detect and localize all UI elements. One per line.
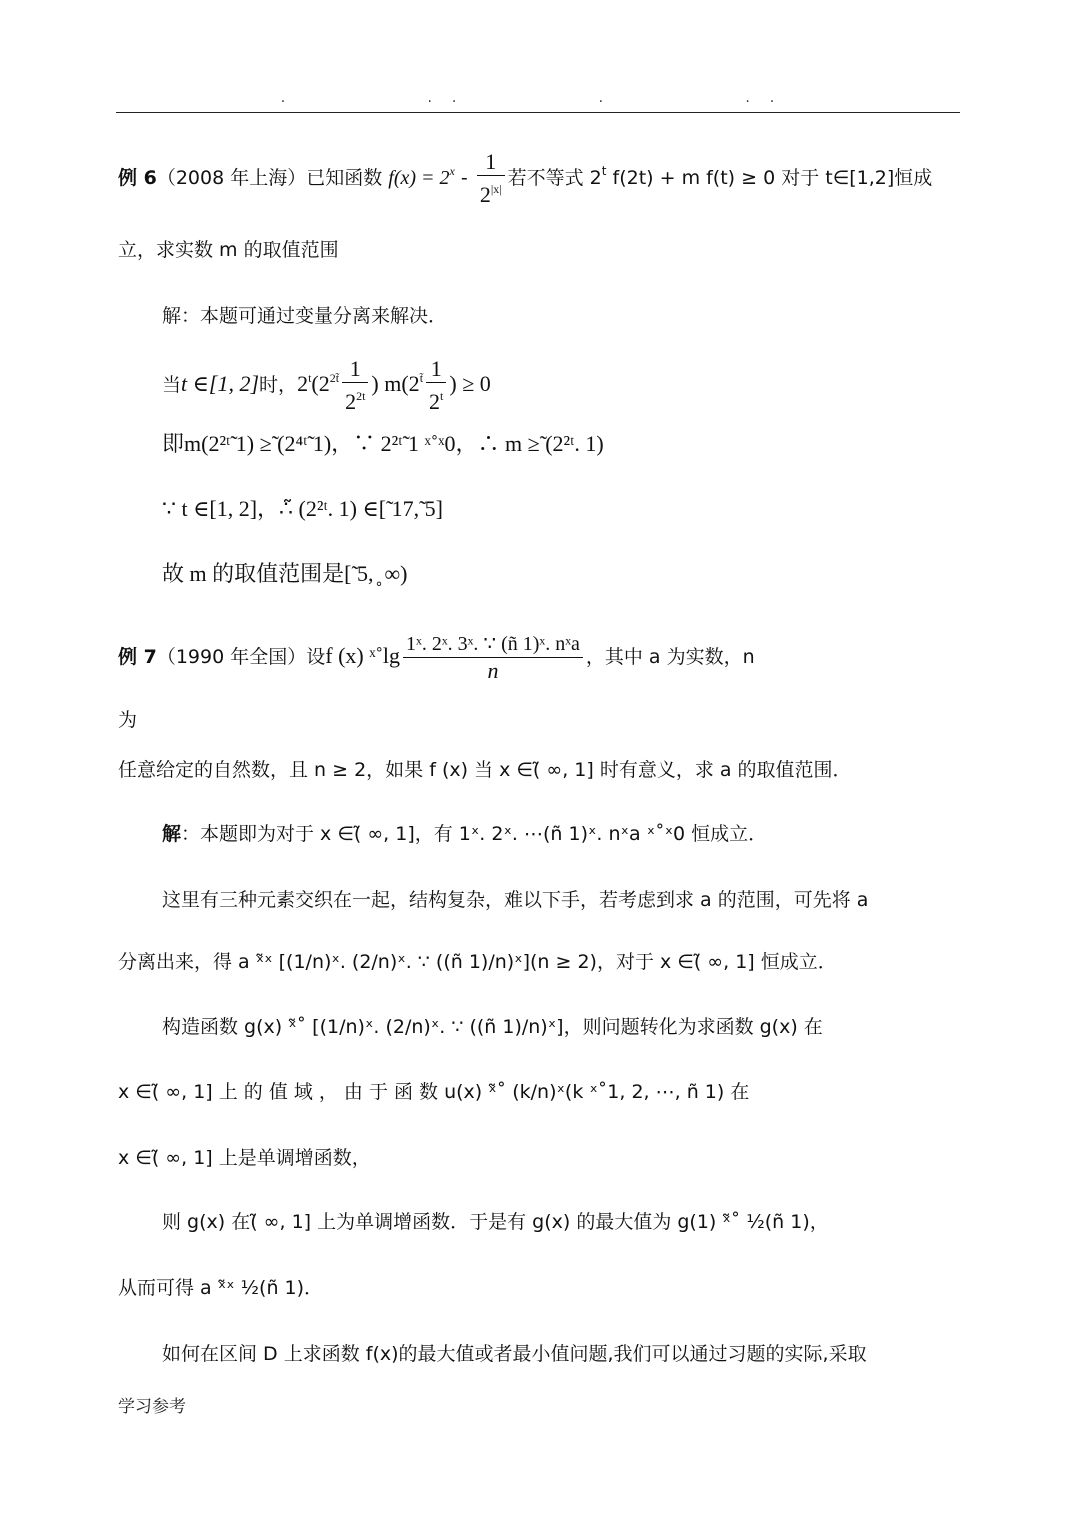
header-rule (116, 112, 960, 113)
ex6-solution-line1: 当t ∈[1, 2]时，$2^t(2^{2t̃}$ $\frac{1}{2^{2t}}$ ) $m(2^{t̃}$ $\frac{1}{2^t}$ ) ≥ 0 (162, 356, 491, 414)
ex7-fraction: $\frac{\text{1ˣ. 2ˣ. 3ˣ. ∵ (ñ 1)ˣ. nˣa}}{n}$ (403, 631, 583, 684)
ex6-minus: - (454, 167, 474, 189)
ex7-paragraph3-line1: 构造函数 g(x) ˣ̃˚ [(1/n)ˣ. (2/n)ˣ. ∵ ((ñ 1)/n)ˣ]，则问题转化为求函数 g(x) 在 (162, 1016, 823, 1038)
ex6-fx: $f(x) = 2^x$ (388, 164, 455, 189)
ex7-fx: f (x) ˣ˚lg (325, 643, 401, 668)
ex7-paragraph3-line2: x ∈(̃ ∞, 1] 上 的 值 域 ， 由 于 函 数 u(x) ˣ̃˚ (k/n)ˣ(k ˣ˚1, 2, ⋯, ñ 1) 在 (118, 1081, 750, 1103)
ex7-rest: ，其中 a 为实数，n (585, 646, 755, 668)
footer-text: 学习参考 (118, 1397, 186, 1417)
ex6-fraction: $\frac{1}{2^{|x|}}$ (477, 149, 505, 208)
ex6-title-line (118, 148, 932, 208)
ex6-inequality: 若不等式 2$^t$ f(2t) + m f(t) ≥ 0 对于 t∈[1,2]恒成 (507, 164, 933, 189)
ex7-paragraph2-line2: 分离出来，得 a ˣ̃ˣ [(1/n)ˣ. (2/n)ˣ. ∵ ((ñ 1)/n)ˣ](n ≥ 2)，对于 x ∈(̃ ∞, 1] 恒成立． (118, 951, 837, 973)
ex6-solution-line3: ∵ t ∈[1, 2]，∴̃ (2²ᵗ. 1) ∈[̃ 17,̃ 5] (162, 496, 443, 521)
ex7-paragraph2-line1: 这里有三种元素交织在一起，结构复杂，难以下手，若考虑到求 a 的范围，可先将 a (162, 889, 869, 911)
ex7-paragraph3-line3: x ∈(̃ ∞, 1] 上是单调增函数， (118, 1147, 371, 1169)
ex7-solution-line1: 解：本题即为对于 x ∈(̃ ∞, 1]，有 1ˣ. 2ˣ. ⋯(ñ 1)ˣ. nˣa ˣ˚ˣ0 恒成立． (162, 823, 768, 845)
ex7-line2: 为 (118, 709, 138, 731)
ex7-source: （1990 年全国）设 (156, 646, 326, 668)
ex6-line2: 立，求实数 m 的取值范围 (118, 239, 339, 261)
ex6-source: （2008 年上海）已知函数 (156, 167, 383, 189)
ex6-solution-intro: 解：本题可通过变量分离来解决． (162, 305, 448, 327)
header-dots: . .. . .. (280, 90, 795, 106)
ex7-line3: 任意给定的自然数，且 n ≥ 2，如果 f (x) 当 x ∈(̃ ∞, 1] 时有意义，求 a 的取值范围． (118, 759, 852, 781)
ex6-label: 例 6 (118, 167, 157, 189)
ex7-paragraph4-line2: 从而可得 a ˣ̃ˣ ½(ñ 1)． (118, 1277, 324, 1299)
ex6-solution-line4: 故 m 的取值范围是[̃ 5, ̥ ∞) (162, 561, 408, 586)
ex7-label: 例 7 (118, 646, 157, 668)
ex6-solution-line2: 即m(2²ᵗ̃ 1) ≥̃ (2⁴ᵗ̃ 1)，∵ 2²ᵗ̃ 1 ˣ˚ˣ0，∴ m ≥̃ (2²ᵗ. 1) (162, 431, 604, 456)
ex7-paragraph4-line1: 则 g(x) 在(̃ ∞, 1] 上为单调增函数．于是有 g(x) 的最大值为 g(1) ˣ̃˚ ½(ñ 1)， (162, 1211, 829, 1233)
ex7-title-line (118, 628, 755, 685)
ex7-paragraph5-line1: 如何在区间 D 上求函数 f(x)的最大值或者最小值问题,我们可以通过习题的实际,采取 (162, 1343, 867, 1365)
